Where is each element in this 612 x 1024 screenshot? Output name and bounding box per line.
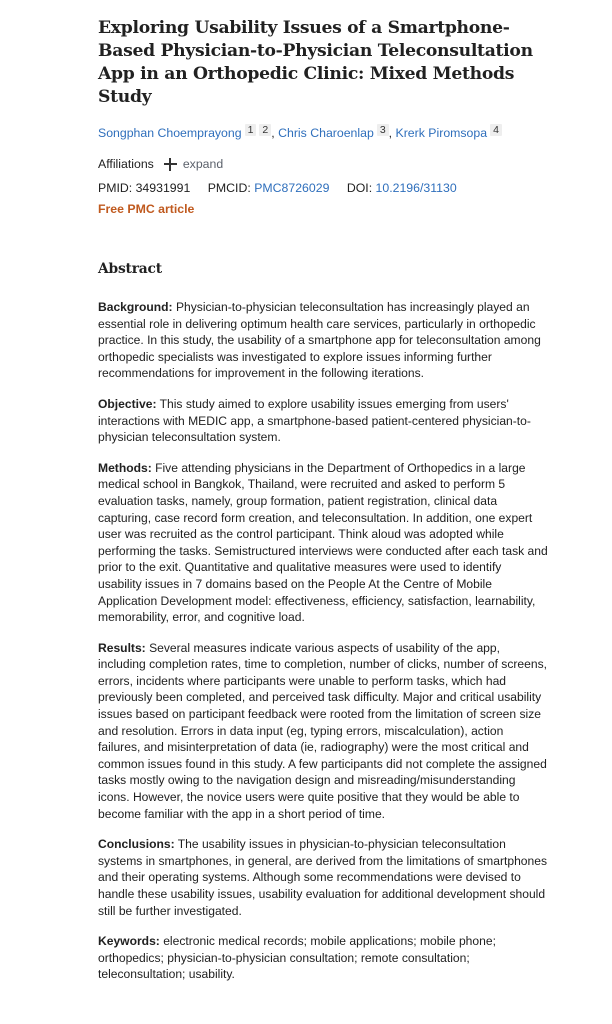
article-page [98, 0, 548, 995]
affiliation-ref[interactable]: 2 [259, 124, 271, 136]
doi [347, 181, 457, 195]
free-pmc-article-link[interactable]: Free PMC article [98, 202, 195, 216]
section-text: Several measures indicate various aspects of usability of the app, including completion rates, time to completion, number of clicks, number of screens, errors, incidents where participants were unable to perform tasks, which had previously been completed, and perceived task difficulty. Major and critical usability issues based on participant feedback were rooted from the limitation of screen size and resolution. Errors in data input (eg, typing errors, miscalculation), action failures, and misinterpretation of data (ie, radiography) were the most critical and common issues found in this study. A few participants did not complete the assigned tasks mostly owing to the navigation design and misreading/misunderstanding icons. However, the novice users were quite positive that they would be able to become familiar with the app in a short period of time. [98, 640, 548, 821]
expand-affiliations-button[interactable] [164, 156, 223, 172]
expand-label: expand [182, 157, 224, 171]
section-text: Five attending physicians in the Department of Orthopedics in a large medical school in Bangkok, Thailand, were recruited and asked to perform 5 evaluation tasks, namely, group formation, patient registration, clinical data capturing, case record form creation, and teleconsultation. In addition, one expert user was recruited as the control participant. Think aloud was adopted while performing the tasks. Semistructured interviews were conducted after each task and prior to the exit. Quantitative and qualitative measures were used to identify usability issues in 7 domains based on the People At the Centre of Mobile Application Development model: effectiveness, efficiency, satisfaction, learnability, memorability, error, and cognitive load. [98, 460, 548, 625]
pmcid-link[interactable]: PMC8726029 [254, 181, 330, 195]
section-label: Objective: [98, 396, 157, 411]
affiliations-label: Affiliations [98, 157, 154, 171]
affiliation-ref[interactable]: 3 [377, 124, 389, 136]
affiliation-ref[interactable]: 4 [490, 124, 502, 136]
plus-icon [164, 158, 177, 171]
affiliation-ref[interactable]: 1 [245, 124, 257, 136]
author-separator: , [388, 126, 393, 140]
section-text: The usability issues in physician-to-physician teleconsultation systems in smartphones, in general, are derived from the limitations of smartphones and their operating systems. Although some recommendations were devised to handle these usability issues, usability evaluation for additional development should still be further investigated. [98, 837, 548, 918]
pmcid [208, 181, 330, 195]
section-label: Conclusions: [98, 837, 175, 852]
pmcid-label: PMCID: [207, 181, 251, 195]
section-label: Background: [98, 300, 173, 314]
abstract-methods [98, 460, 548, 626]
author-separator: , [271, 126, 275, 140]
section-text: electronic medical records; mobile applications; mobile phone; orthopedics; physician-to-physician consultation; remote consultation; teleconsultation; usability. [98, 934, 496, 982]
article-title: Exploring Usability Issues of a Smartphone-Based Physician-to-Physician Teleconsultation App in an Orthopedic Clinic: Mixed Methods Study [98, 18, 533, 107]
section-text: This study aimed to explore usability issues emerging from users' interactions with MEDIC app, a smartphone-based patient-centered physician-to-physician teleconsultation system. [98, 396, 531, 445]
abstract-results [98, 640, 548, 823]
abstract-heading: Abstract [98, 261, 162, 277]
abstract-objective [98, 396, 548, 446]
pmid-value: 34931991 [135, 181, 191, 195]
section-text: Physician-to-physician teleconsultation has increasingly played an essential role in delivering optimum health care services, particularly in orthopedic practice. In this study, the usability of a smartphone app for teleconsultation among orthopedic specialists was investigated to explore issues informing further recommendations for improvement in the following iterations. [98, 300, 541, 381]
section-label: Results: [98, 640, 146, 655]
pmid [98, 181, 190, 195]
doi-label: DOI: [346, 181, 373, 195]
author-link[interactable]: Chris Charoenlap [278, 126, 374, 140]
identifiers-row [98, 180, 548, 196]
author-list [98, 124, 548, 142]
author-link[interactable]: Songphan Choemprayong [98, 126, 242, 140]
abstract-conclusions [98, 836, 548, 919]
section-label: Keywords: [98, 934, 160, 949]
section-label: Methods: [98, 460, 152, 475]
pmid-label: PMID: [98, 181, 133, 195]
abstract-background [98, 299, 548, 382]
abstract-keywords [98, 933, 548, 983]
affiliations-row [98, 156, 548, 172]
author-link[interactable]: Krerk Piromsopa [395, 126, 488, 140]
doi-link[interactable]: 10.2196/31130 [375, 181, 457, 195]
